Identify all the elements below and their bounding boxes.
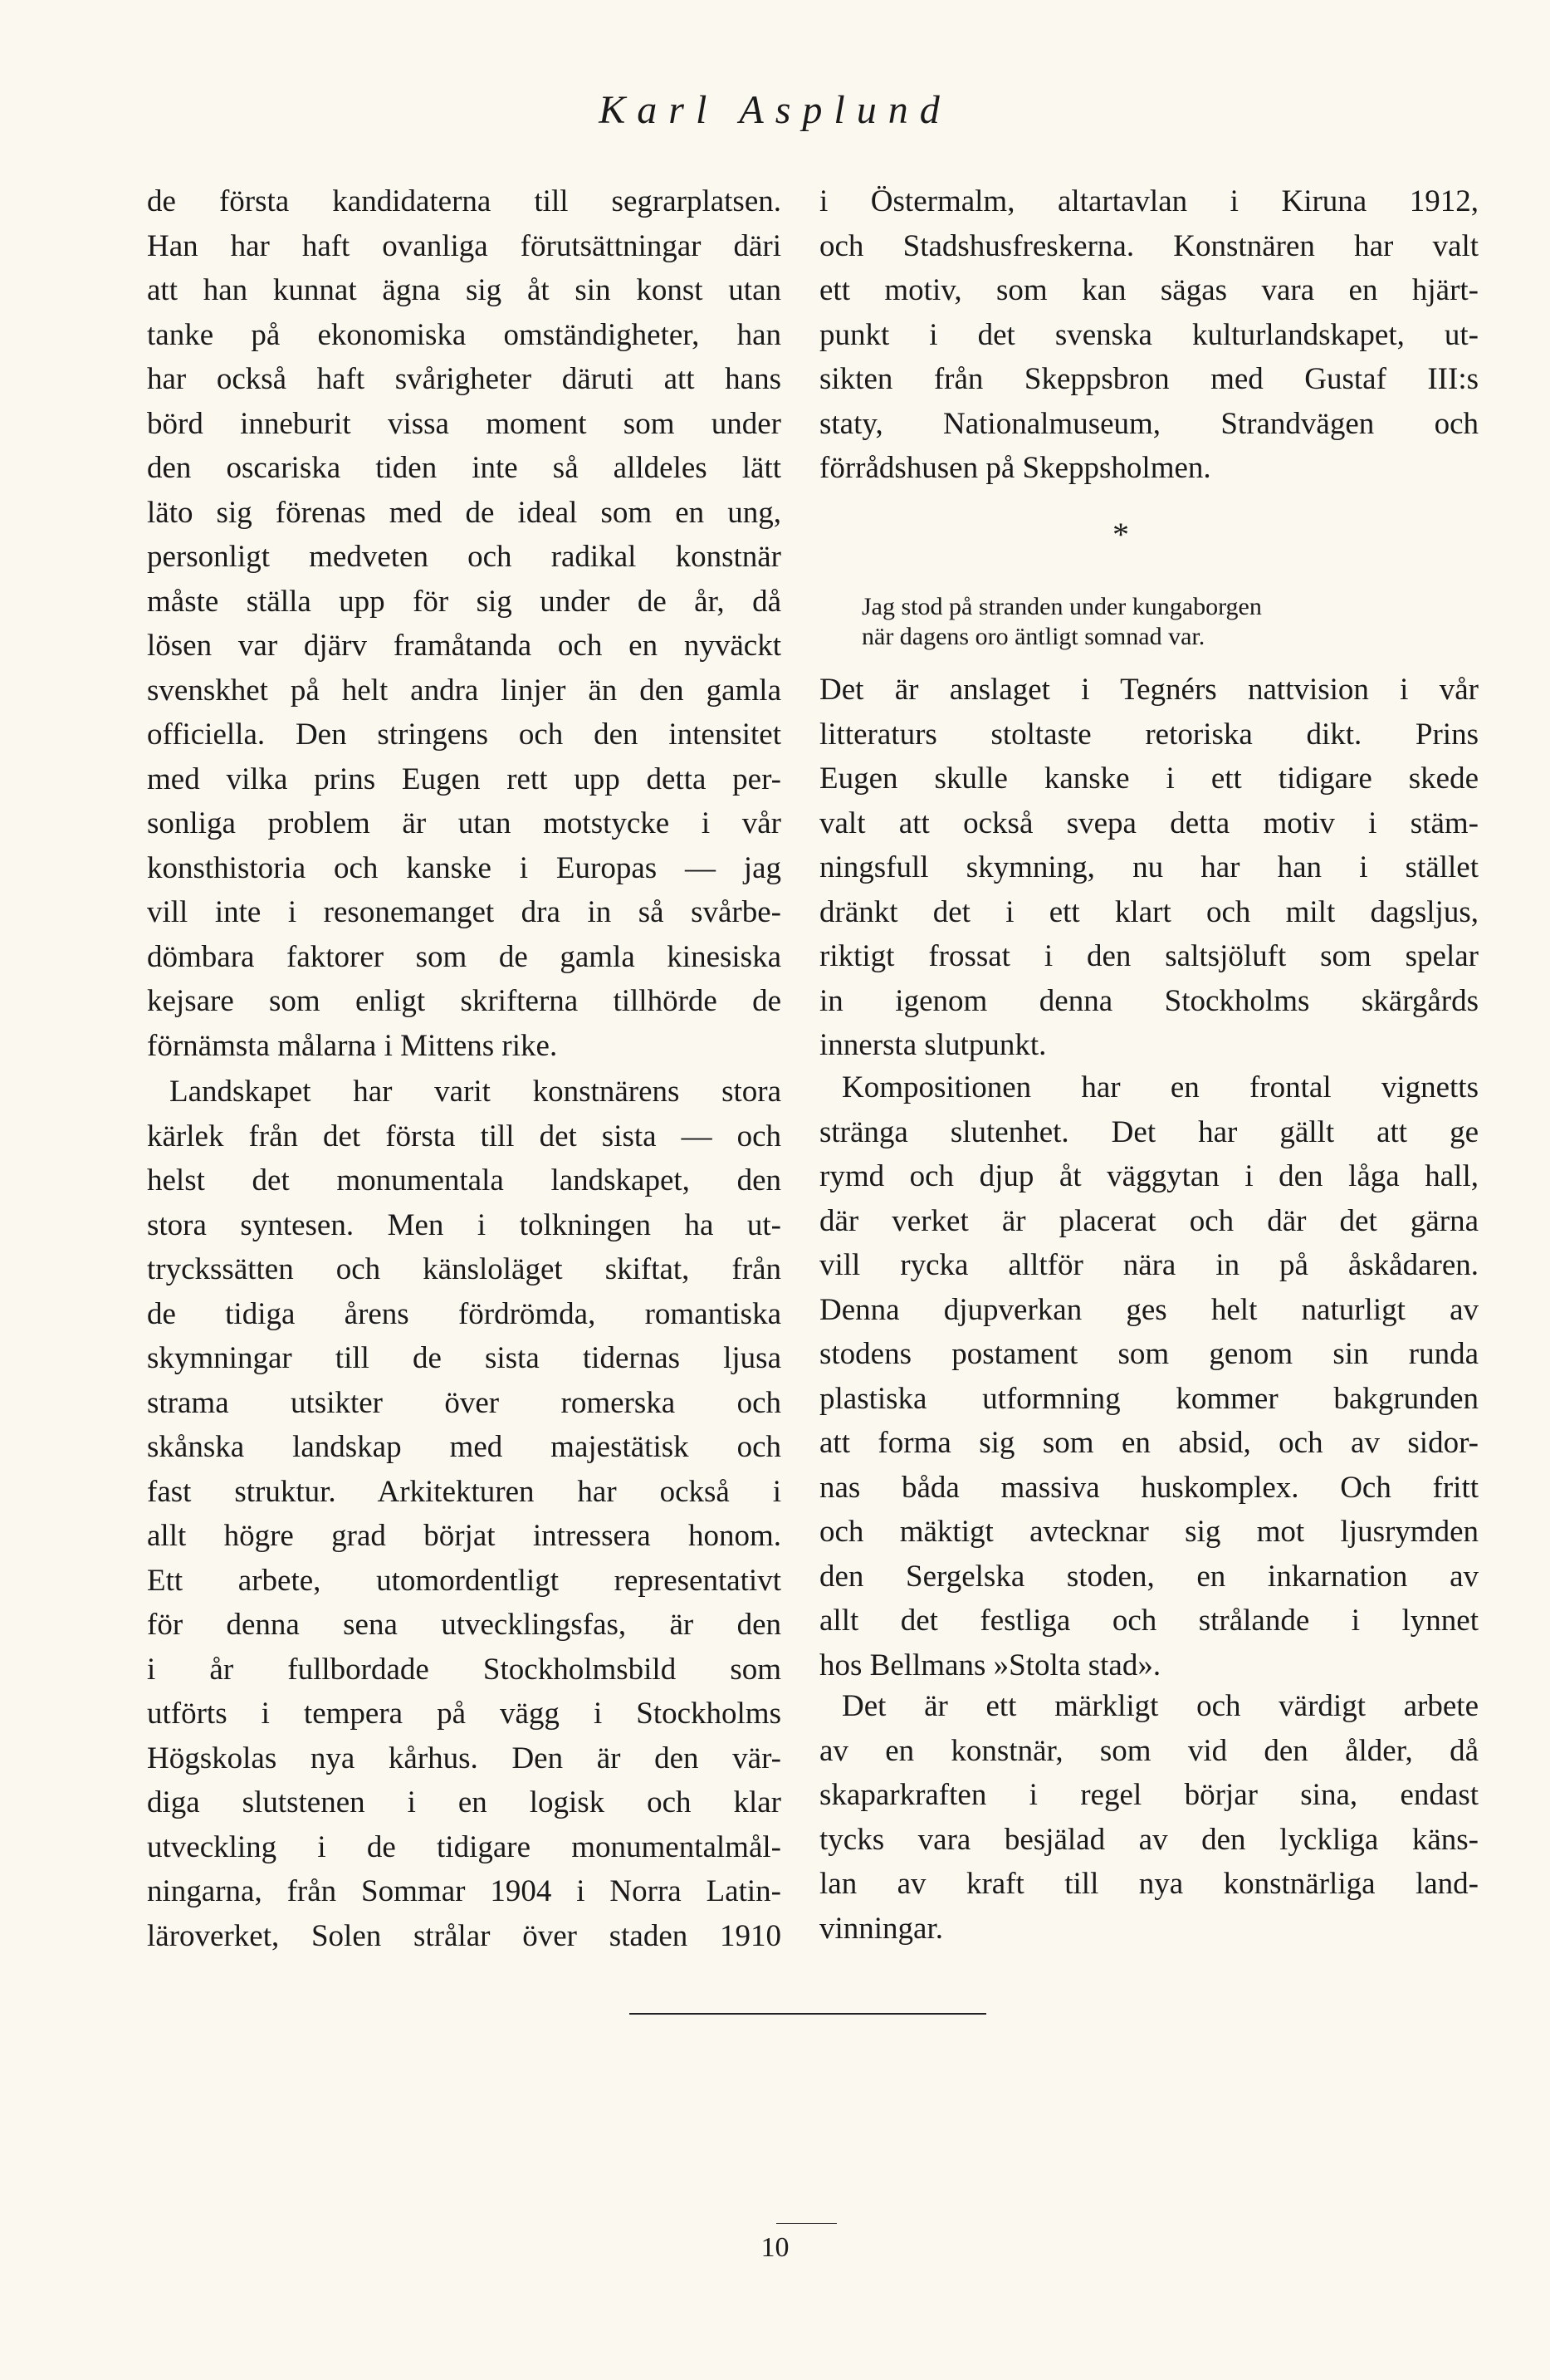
text-line: har också haft svårigheter däruti att hans <box>147 362 781 396</box>
text-line: i Östermalm, altartavlan i Kiruna 1912, <box>819 184 1479 218</box>
text-line: staty, Nationalmuseum, Strandvägen och <box>819 406 1479 441</box>
text-line: ningarna, från Sommar 1904 i Norra Latin- <box>147 1874 781 1908</box>
text-line: Landskapet har varit konstnärens stora <box>169 1075 781 1109</box>
text-line: och Stadshusfreskerna. Konstnären har valt <box>819 228 1479 263</box>
text-line: tryckssätten och känsloläget skiftat, från <box>147 1252 781 1286</box>
page-number-rule <box>776 2223 837 2224</box>
text-line: ett motiv, som kan sägas vara en hjärt- <box>819 273 1479 307</box>
text-line: stränga slutenhet. Det har gällt att ge <box>819 1114 1479 1149</box>
left-column-paragraph-1 <box>147 179 781 1068</box>
text-line: läroverket, Solen strålar över staden 1910 <box>147 1918 781 1953</box>
text-line: Eugen skulle kanske i ett tidigare skede <box>819 762 1479 796</box>
text-line: Det är ett märkligt och värdigt arbete <box>842 1689 1479 1723</box>
text-line: Det är anslaget i Tegnérs nattvision i vår <box>819 673 1479 707</box>
text-line: konsthistoria och kanske i Europas — jag <box>147 850 781 885</box>
text-line: hos Bellmans »Stolta stad». <box>819 1648 1161 1682</box>
poem-line: när dagens oro äntligt somnad var. <box>862 623 1205 650</box>
text-line: officiella. Den stringens och den intensitet <box>147 717 781 752</box>
text-line: tanke på ekonomiska omständigheter, han <box>147 317 781 352</box>
right-column-paragraph-3 <box>819 1065 1479 1687</box>
text-line: vinningar. <box>819 1911 944 1946</box>
text-line: lan av kraft till nya konstnärliga land- <box>819 1867 1479 1901</box>
text-line: dömbara faktorer som de gamla kinesiska <box>147 939 781 974</box>
text-line: kärlek från det första till det sista — och <box>147 1119 781 1153</box>
text-line: skymningar till de sista tidernas ljusa <box>147 1341 781 1375</box>
text-line: dränkt det i ett klart och milt dagsljus, <box>819 894 1479 929</box>
text-line: Han har haft ovanliga förutsättningar däri <box>147 228 781 263</box>
text-line: lösen var djärv framåtanda och en nyväckt <box>147 629 781 663</box>
text-line: strama utsikter över romerska och <box>147 1385 781 1420</box>
text-line: läto sig förenas med de ideal som en ung, <box>147 495 781 530</box>
text-line: plastiska utformning kommer bakgrunden <box>819 1381 1479 1416</box>
text-line: vill rycka alltför nära in på åskådaren. <box>819 1248 1479 1282</box>
text-line: nas båda massiva huskomplex. Och fritt <box>819 1470 1479 1505</box>
text-line: de första kandidaterna till segrarplatsen. <box>147 184 781 218</box>
text-line: valt att också svepa detta motiv i stäm- <box>819 806 1479 840</box>
text-line: stora syntesen. Men i tolkningen ha ut- <box>147 1207 781 1242</box>
text-line: skånska landskap med majestätisk och <box>147 1430 781 1464</box>
text-line: ningsfull skymning, nu har han i stället <box>819 850 1479 884</box>
text-line: de tidiga årens fördrömda, romantiska <box>147 1296 781 1331</box>
text-line: helst det monumentala landskapet, den <box>147 1163 781 1197</box>
text-line: vill inte i resonemanget dra in så svårbe- <box>147 895 781 929</box>
poem-quote <box>862 592 1262 652</box>
poem-line: Jag stod på stranden under kungaborgen <box>862 593 1262 620</box>
text-line: svenskhet på helt andra linjer än den gamla <box>147 673 781 708</box>
text-line: den Sergelska stoden, en inkarnation av <box>819 1559 1479 1594</box>
text-line: den oscariska tiden inte så alldeles lätt <box>147 451 781 485</box>
text-line: Denna djupverkan ges helt naturligt av <box>819 1292 1479 1327</box>
running-header-title: Karl Asplund <box>599 88 951 132</box>
text-line: måste ställa upp för sig under de år, då <box>147 584 781 619</box>
text-line: punkt i det svenska kulturlandskapet, ut- <box>819 317 1479 352</box>
text-line: allt högre grad börjat intressera honom. <box>147 1519 781 1553</box>
text-line: personligt medveten och radikal konstnär <box>147 540 781 574</box>
text-line: rymd och djup åt väggytan i den låga hall, <box>819 1159 1479 1193</box>
text-line: innersta slutpunkt. <box>819 1028 1047 1062</box>
text-line: Högskolas nya kårhus. Den är den vär- <box>147 1741 781 1775</box>
text-line: förnämsta målarna i Mittens rike. <box>147 1028 558 1063</box>
text-line: tycks vara besjälad av den lyckliga käns- <box>819 1822 1479 1857</box>
text-line: utförts i tempera på vägg i Stockholms <box>147 1697 781 1731</box>
text-line: fast struktur. Arkitekturen har också i <box>147 1474 781 1509</box>
left-column-paragraph-2 <box>147 1070 781 1958</box>
text-line: riktigt frossat i den saltsjöluft som spelar <box>819 939 1479 973</box>
text-line: börd inneburit vissa moment som under <box>147 406 781 441</box>
end-rule-divider <box>629 2013 986 2015</box>
text-line: med vilka prins Eugen rett upp detta per- <box>147 762 781 796</box>
text-line: allt det festliga och strålande i lynnet <box>819 1604 1479 1638</box>
right-column-paragraph-2 <box>819 668 1479 1068</box>
text-line: stodens postament som genom sin runda <box>819 1337 1479 1371</box>
text-line: diga slutstenen i en logisk och klar <box>147 1785 781 1819</box>
text-line: litteraturs stoltaste retoriska dikt. Prins <box>819 717 1479 752</box>
text-line: av en konstnär, som vid den ålder, då <box>819 1733 1479 1768</box>
section-separator: * <box>1112 516 1129 553</box>
text-line: kejsare som enligt skrifterna tillhörde de <box>147 984 781 1018</box>
text-line: Kompositionen har en frontal vignetts <box>842 1070 1479 1104</box>
text-line: att forma sig som en absid, och av sidor- <box>819 1426 1479 1460</box>
text-line: skaparkraften i regel börjar sina, endast <box>819 1778 1479 1812</box>
text-line: in igenom denna Stockholms skärgårds <box>819 983 1479 1018</box>
text-line: Ett arbete, utomordentligt representativt <box>147 1563 781 1598</box>
text-line: utveckling i de tidigare monumentalmål- <box>147 1829 781 1864</box>
right-column-paragraph-1 <box>819 179 1479 491</box>
text-line: där verket är placerat och där det gärna <box>819 1203 1479 1238</box>
text-line: sonliga problem är utan motstycke i vår <box>147 806 781 840</box>
text-line: att han kunnat ägna sig åt sin konst utan <box>147 273 781 307</box>
text-line: förrådshusen på Skeppsholmen. <box>819 451 1211 485</box>
text-line: i år fullbordade Stockholmsbild som <box>147 1652 781 1687</box>
page-number: 10 <box>760 2232 790 2263</box>
text-line: för denna sena utvecklingsfas, är den <box>147 1608 781 1642</box>
text-line: och mäktigt avtecknar sig mot ljusrymden <box>819 1515 1479 1549</box>
text-line: sikten från Skeppsbron med Gustaf III:s <box>819 362 1479 396</box>
right-column-paragraph-4 <box>819 1684 1479 1951</box>
